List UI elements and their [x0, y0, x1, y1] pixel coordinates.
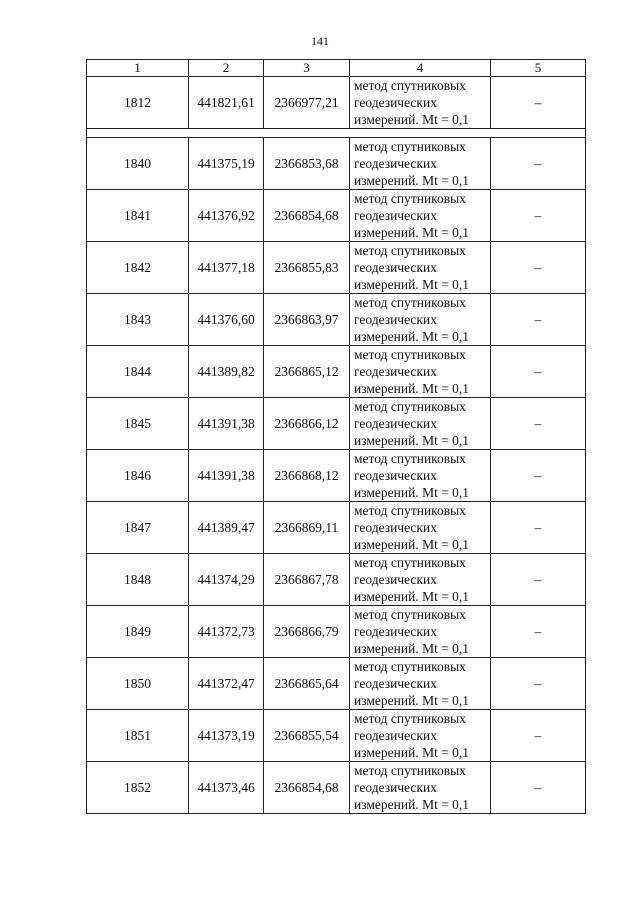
measurement-method: метод спутниковых геодезических измерений. Mt = 0,1: [350, 450, 491, 502]
table-row: [87, 502, 586, 554]
y-coordinate: 2366853,68: [264, 138, 350, 190]
table-row: [87, 294, 586, 346]
x-coordinate: 441372,73: [189, 606, 264, 658]
measurement-method: метод спутниковых геодезических измерений. Mt = 0,1: [350, 242, 491, 294]
note: –: [491, 242, 586, 294]
point-number: 1840: [87, 138, 189, 190]
gap-cell: [87, 129, 586, 138]
table-row: [87, 138, 586, 190]
x-coordinate: 441375,19: [189, 138, 264, 190]
note: –: [491, 710, 586, 762]
measurement-method: метод спутниковых геодезических измерений. Mt = 0,1: [350, 554, 491, 606]
y-coordinate: 2366868,12: [264, 450, 350, 502]
y-coordinate: 2366855,83: [264, 242, 350, 294]
measurement-method: метод спутниковых геодезических измерений. Mt = 0,1: [350, 77, 491, 129]
measurement-method: метод спутниковых геодезических измерений. Mt = 0,1: [350, 138, 491, 190]
x-coordinate: 441391,38: [189, 398, 264, 450]
measurement-method: метод спутниковых геодезических измерений. Mt = 0,1: [350, 606, 491, 658]
measurement-method: метод спутниковых геодезических измерений. Mt = 0,1: [350, 346, 491, 398]
note: –: [491, 762, 586, 814]
point-number: 1846: [87, 450, 189, 502]
header-col-4: 4: [350, 60, 491, 77]
x-coordinate: 441372,47: [189, 658, 264, 710]
x-coordinate: 441373,19: [189, 710, 264, 762]
y-coordinate: 2366867,78: [264, 554, 350, 606]
table-row: [87, 190, 586, 242]
table-row: [87, 398, 586, 450]
note: –: [491, 138, 586, 190]
table-row: [87, 710, 586, 762]
note: –: [491, 450, 586, 502]
measurement-method: метод спутниковых геодезических измерений. Mt = 0,1: [350, 710, 491, 762]
point-number: 1850: [87, 658, 189, 710]
y-coordinate: 2366855,54: [264, 710, 350, 762]
point-number: 1847: [87, 502, 189, 554]
x-coordinate: 441821,61: [189, 77, 264, 129]
note: –: [491, 294, 586, 346]
header-col-2: 2: [189, 60, 264, 77]
measurement-method: метод спутниковых геодезических измерений. Mt = 0,1: [350, 658, 491, 710]
point-number: 1841: [87, 190, 189, 242]
measurement-method: метод спутниковых геодезических измерений. Mt = 0,1: [350, 190, 491, 242]
note: –: [491, 190, 586, 242]
y-coordinate: 2366863,97: [264, 294, 350, 346]
x-coordinate: 441374,29: [189, 554, 264, 606]
note: –: [491, 554, 586, 606]
x-coordinate: 441377,18: [189, 242, 264, 294]
table-row: [87, 762, 586, 814]
header-col-1: 1: [87, 60, 189, 77]
page-number: 141: [311, 34, 329, 48]
x-coordinate: 441376,60: [189, 294, 264, 346]
table-row: [87, 658, 586, 710]
measurement-method: метод спутниковых геодезических измерений. Mt = 0,1: [350, 502, 491, 554]
point-number: 1852: [87, 762, 189, 814]
note: –: [491, 658, 586, 710]
point-number: 1851: [87, 710, 189, 762]
x-coordinate: 441376,92: [189, 190, 264, 242]
measurement-method: метод спутниковых геодезических измерений. Mt = 0,1: [350, 294, 491, 346]
table-row: [87, 606, 586, 658]
measurement-method: метод спутниковых геодезических измерений. Mt = 0,1: [350, 398, 491, 450]
y-coordinate: 2366854,68: [264, 762, 350, 814]
table-row: [87, 346, 586, 398]
point-number: 1848: [87, 554, 189, 606]
note: –: [491, 502, 586, 554]
y-coordinate: 2366869,11: [264, 502, 350, 554]
y-coordinate: 2366977,21: [264, 77, 350, 129]
table-row: [87, 554, 586, 606]
y-coordinate: 2366866,12: [264, 398, 350, 450]
coordinates-table: [86, 59, 586, 814]
note: –: [491, 77, 586, 129]
measurement-method: метод спутниковых геодезических измерений. Mt = 0,1: [350, 762, 491, 814]
point-number: 1844: [87, 346, 189, 398]
point-number: 1842: [87, 242, 189, 294]
table-gap-row: [87, 129, 586, 138]
table-row: [87, 77, 586, 129]
header-col-5: 5: [491, 60, 586, 77]
table-row: [87, 450, 586, 502]
point-number: 1849: [87, 606, 189, 658]
point-number: 1843: [87, 294, 189, 346]
y-coordinate: 2366865,64: [264, 658, 350, 710]
note: –: [491, 398, 586, 450]
y-coordinate: 2366854,68: [264, 190, 350, 242]
point-number: 1812: [87, 77, 189, 129]
note: –: [491, 606, 586, 658]
y-coordinate: 2366866,79: [264, 606, 350, 658]
y-coordinate: 2366865,12: [264, 346, 350, 398]
table-header-row: [87, 60, 586, 77]
note: –: [491, 346, 586, 398]
x-coordinate: 441389,47: [189, 502, 264, 554]
x-coordinate: 441373,46: [189, 762, 264, 814]
table-row: [87, 242, 586, 294]
point-number: 1845: [87, 398, 189, 450]
header-col-3: 3: [264, 60, 350, 77]
x-coordinate: 441389,82: [189, 346, 264, 398]
x-coordinate: 441391,38: [189, 450, 264, 502]
